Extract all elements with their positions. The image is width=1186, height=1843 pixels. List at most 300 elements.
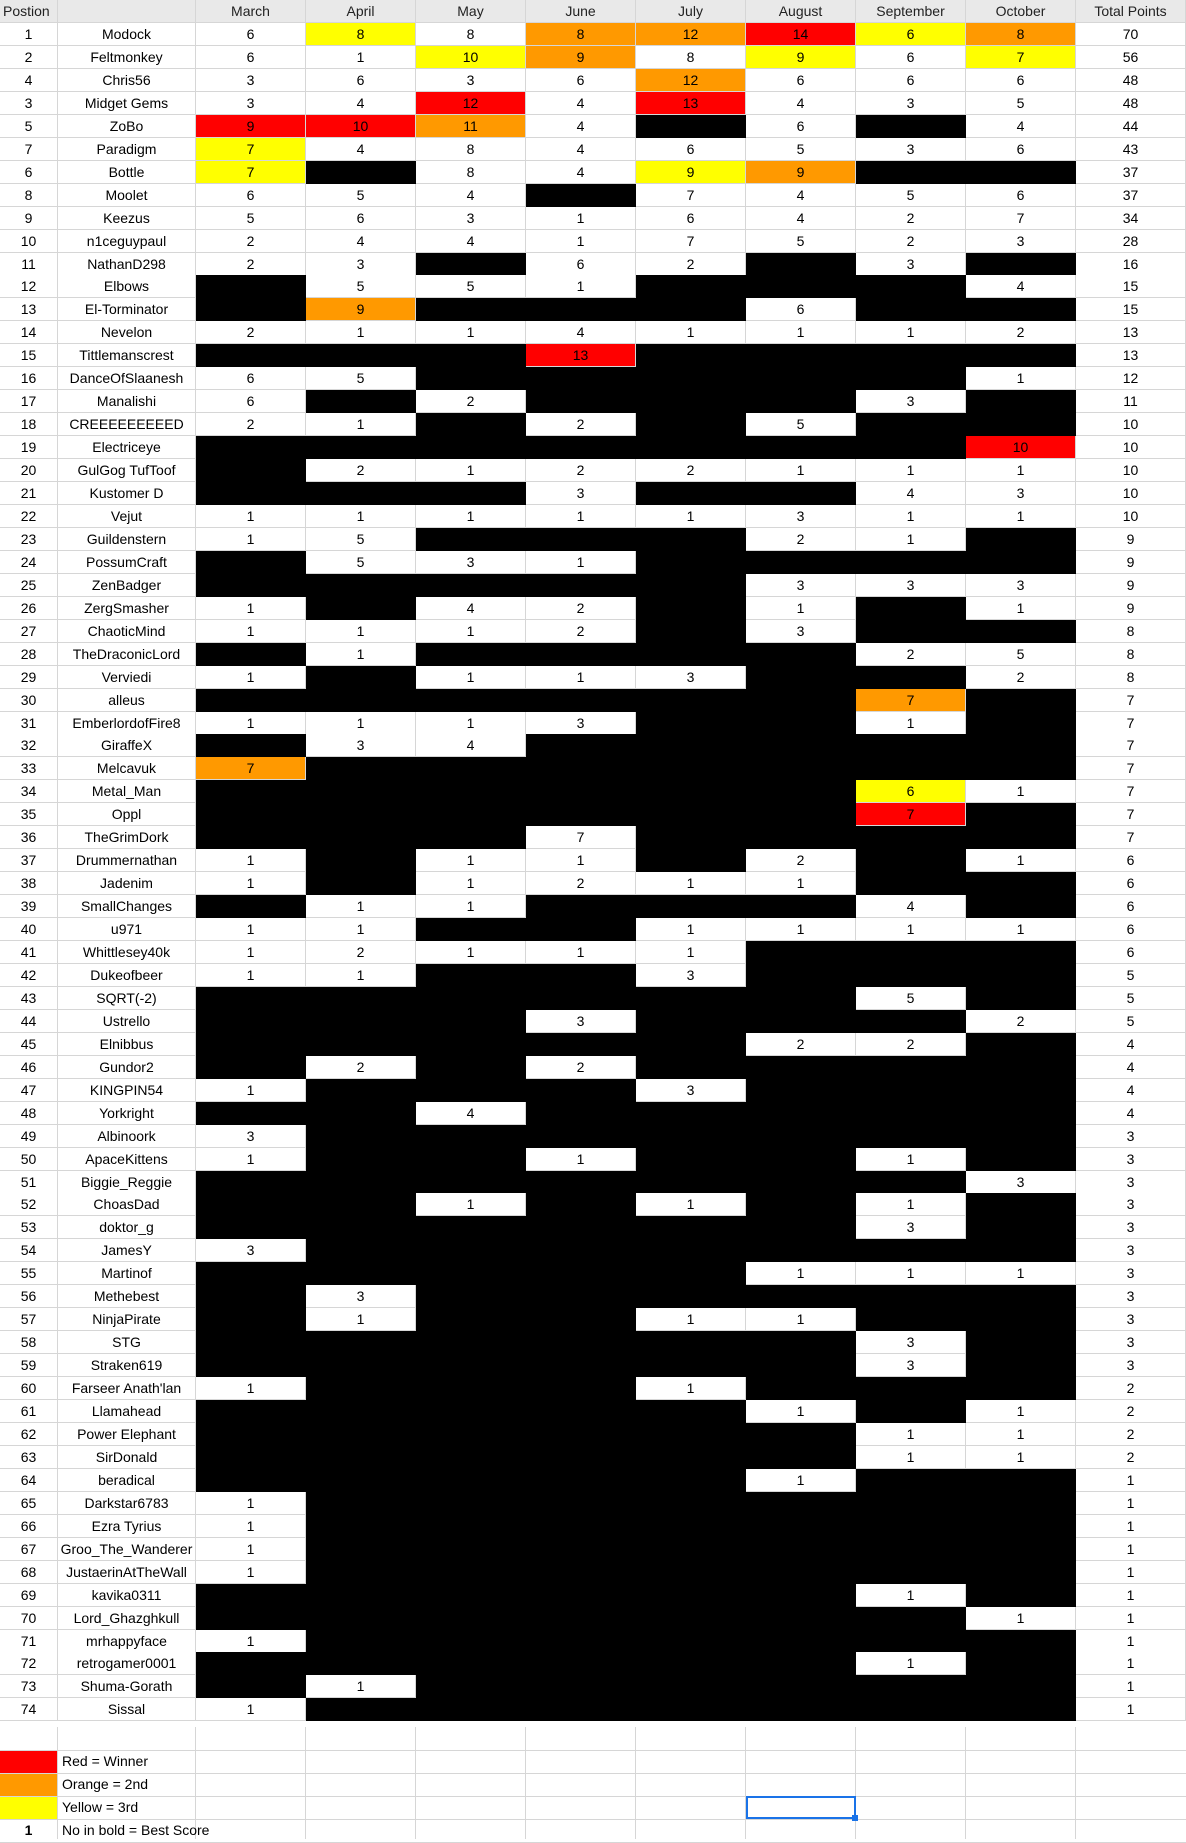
september-score-cell[interactable] (856, 1630, 966, 1653)
september-score-cell[interactable] (856, 413, 966, 436)
may-score-cell[interactable]: 1 (416, 849, 526, 872)
april-score-cell[interactable] (306, 1377, 416, 1400)
may-score-cell[interactable] (416, 1400, 526, 1423)
position-cell[interactable]: 71 (0, 1630, 58, 1653)
september-score-cell[interactable] (856, 344, 966, 367)
march-score-cell[interactable]: 1 (196, 1079, 306, 1102)
header-may[interactable]: May (416, 0, 526, 23)
april-score-cell[interactable]: 3 (306, 734, 416, 757)
september-score-cell[interactable]: 3 (856, 1354, 966, 1377)
position-cell[interactable]: 35 (0, 803, 58, 826)
may-score-cell[interactable] (416, 1561, 526, 1584)
position-cell[interactable]: 19 (0, 436, 58, 459)
total-points-cell[interactable]: 4 (1076, 1033, 1186, 1056)
september-score-cell[interactable]: 3 (856, 574, 966, 597)
total-points-cell[interactable]: 16 (1076, 253, 1186, 276)
july-score-cell[interactable] (636, 1698, 746, 1721)
march-score-cell[interactable] (196, 1216, 306, 1239)
april-score-cell[interactable]: 1 (306, 895, 416, 918)
total-points-cell[interactable]: 1 (1076, 1584, 1186, 1607)
july-score-cell[interactable] (636, 734, 746, 757)
june-score-cell[interactable]: 2 (526, 620, 636, 643)
player-name-cell[interactable]: ApaceKittens (58, 1148, 196, 1171)
may-score-cell[interactable]: 3 (416, 551, 526, 574)
march-score-cell[interactable]: 1 (196, 712, 306, 735)
september-score-cell[interactable]: 3 (856, 138, 966, 161)
august-score-cell[interactable] (746, 1607, 856, 1630)
total-points-cell[interactable]: 5 (1076, 987, 1186, 1010)
june-score-cell[interactable] (526, 1469, 636, 1492)
march-score-cell[interactable] (196, 1446, 306, 1469)
total-points-cell[interactable]: 6 (1076, 895, 1186, 918)
september-score-cell[interactable]: 2 (856, 1033, 966, 1056)
may-score-cell[interactable]: 8 (416, 23, 526, 46)
march-score-cell[interactable] (196, 344, 306, 367)
april-score-cell[interactable] (306, 1561, 416, 1584)
april-score-cell[interactable] (306, 849, 416, 872)
june-score-cell[interactable] (526, 1331, 636, 1354)
header-player[interactable] (58, 0, 196, 23)
september-score-cell[interactable]: 1 (856, 1584, 966, 1607)
august-score-cell[interactable] (746, 941, 856, 964)
header-october[interactable]: October (966, 0, 1076, 23)
june-score-cell[interactable] (526, 1446, 636, 1469)
april-score-cell[interactable]: 1 (306, 918, 416, 941)
may-score-cell[interactable]: 8 (416, 161, 526, 184)
october-score-cell[interactable]: 1 (966, 849, 1076, 872)
total-points-cell[interactable]: 1 (1076, 1469, 1186, 1492)
june-score-cell[interactable] (526, 1033, 636, 1056)
position-cell[interactable]: 65 (0, 1492, 58, 1515)
may-score-cell[interactable] (416, 1492, 526, 1515)
total-points-cell[interactable]: 2 (1076, 1377, 1186, 1400)
september-score-cell[interactable] (856, 666, 966, 689)
march-score-cell[interactable]: 1 (196, 1515, 306, 1538)
august-score-cell[interactable] (746, 1125, 856, 1148)
june-score-cell[interactable]: 2 (526, 459, 636, 482)
may-score-cell[interactable] (416, 1125, 526, 1148)
july-score-cell[interactable]: 3 (636, 666, 746, 689)
may-score-cell[interactable] (416, 1515, 526, 1538)
october-score-cell[interactable]: 5 (966, 92, 1076, 115)
september-score-cell[interactable] (856, 1102, 966, 1125)
august-score-cell[interactable]: 5 (746, 230, 856, 253)
total-points-cell[interactable]: 13 (1076, 321, 1186, 344)
total-points-cell[interactable]: 3 (1076, 1171, 1186, 1194)
june-score-cell[interactable]: 2 (526, 872, 636, 895)
position-cell[interactable]: 9 (0, 207, 58, 230)
position-cell[interactable]: 51 (0, 1171, 58, 1194)
june-score-cell[interactable] (526, 757, 636, 780)
may-score-cell[interactable] (416, 757, 526, 780)
october-score-cell[interactable]: 1 (966, 918, 1076, 941)
august-score-cell[interactable] (746, 826, 856, 849)
april-score-cell[interactable]: 2 (306, 459, 416, 482)
april-score-cell[interactable] (306, 1400, 416, 1423)
september-score-cell[interactable]: 5 (856, 184, 966, 207)
march-score-cell[interactable] (196, 1033, 306, 1056)
total-points-cell[interactable]: 7 (1076, 689, 1186, 712)
june-score-cell[interactable] (526, 528, 636, 551)
october-score-cell[interactable] (966, 413, 1076, 436)
march-score-cell[interactable] (196, 643, 306, 666)
september-score-cell[interactable] (856, 849, 966, 872)
october-score-cell[interactable] (966, 1698, 1076, 1721)
april-score-cell[interactable] (306, 1446, 416, 1469)
position-cell[interactable]: 10 (0, 230, 58, 253)
player-name-cell[interactable]: ChaoticMind (58, 620, 196, 643)
july-score-cell[interactable] (636, 895, 746, 918)
april-score-cell[interactable]: 2 (306, 1056, 416, 1079)
total-points-cell[interactable]: 10 (1076, 505, 1186, 528)
october-score-cell[interactable] (966, 1056, 1076, 1079)
march-score-cell[interactable] (196, 459, 306, 482)
position-cell[interactable]: 15 (0, 344, 58, 367)
september-score-cell[interactable] (856, 1308, 966, 1331)
march-score-cell[interactable]: 1 (196, 941, 306, 964)
june-score-cell[interactable]: 7 (526, 826, 636, 849)
july-score-cell[interactable]: 7 (636, 184, 746, 207)
may-score-cell[interactable]: 1 (416, 712, 526, 735)
player-name-cell[interactable]: doktor_g (58, 1216, 196, 1239)
total-points-cell[interactable]: 1 (1076, 1561, 1186, 1584)
march-score-cell[interactable]: 2 (196, 413, 306, 436)
march-score-cell[interactable] (196, 574, 306, 597)
october-score-cell[interactable] (966, 1584, 1076, 1607)
player-name-cell[interactable]: Albinoork (58, 1125, 196, 1148)
may-score-cell[interactable]: 4 (416, 230, 526, 253)
march-score-cell[interactable] (196, 1584, 306, 1607)
october-score-cell[interactable]: 4 (966, 115, 1076, 138)
july-score-cell[interactable] (636, 1675, 746, 1698)
october-score-cell[interactable]: 3 (966, 230, 1076, 253)
september-score-cell[interactable]: 1 (856, 528, 966, 551)
may-score-cell[interactable]: 2 (416, 390, 526, 413)
position-cell[interactable]: 69 (0, 1584, 58, 1607)
april-score-cell[interactable]: 1 (306, 1308, 416, 1331)
april-score-cell[interactable]: 1 (306, 321, 416, 344)
august-score-cell[interactable] (746, 1079, 856, 1102)
player-name-cell[interactable]: Metal_Man (58, 780, 196, 803)
september-score-cell[interactable] (856, 367, 966, 390)
total-points-cell[interactable]: 7 (1076, 826, 1186, 849)
september-score-cell[interactable] (856, 1492, 966, 1515)
position-cell[interactable]: 28 (0, 643, 58, 666)
march-score-cell[interactable] (196, 780, 306, 803)
april-score-cell[interactable]: 5 (306, 367, 416, 390)
june-score-cell[interactable] (526, 1171, 636, 1194)
april-score-cell[interactable] (306, 803, 416, 826)
september-score-cell[interactable] (856, 1056, 966, 1079)
may-score-cell[interactable]: 4 (416, 734, 526, 757)
october-score-cell[interactable] (966, 344, 1076, 367)
total-points-cell[interactable]: 7 (1076, 712, 1186, 735)
september-score-cell[interactable]: 1 (856, 918, 966, 941)
august-score-cell[interactable]: 1 (746, 1469, 856, 1492)
july-score-cell[interactable] (636, 712, 746, 735)
may-score-cell[interactable] (416, 1079, 526, 1102)
june-score-cell[interactable]: 1 (526, 666, 636, 689)
september-score-cell[interactable]: 6 (856, 46, 966, 69)
october-score-cell[interactable]: 3 (966, 482, 1076, 505)
august-score-cell[interactable]: 9 (746, 161, 856, 184)
total-points-cell[interactable]: 6 (1076, 872, 1186, 895)
october-score-cell[interactable]: 10 (966, 436, 1076, 459)
position-cell[interactable]: 57 (0, 1308, 58, 1331)
june-score-cell[interactable] (526, 1079, 636, 1102)
total-points-cell[interactable]: 1 (1076, 1538, 1186, 1561)
position-cell[interactable]: 58 (0, 1331, 58, 1354)
june-score-cell[interactable] (526, 184, 636, 207)
march-score-cell[interactable]: 6 (196, 46, 306, 69)
player-name-cell[interactable]: STG (58, 1331, 196, 1354)
april-score-cell[interactable]: 8 (306, 23, 416, 46)
september-score-cell[interactable]: 4 (856, 482, 966, 505)
player-name-cell[interactable]: mrhappyface (58, 1630, 196, 1653)
september-score-cell[interactable]: 1 (856, 1446, 966, 1469)
october-score-cell[interactable] (966, 1331, 1076, 1354)
june-score-cell[interactable]: 1 (526, 1148, 636, 1171)
august-score-cell[interactable] (746, 1193, 856, 1216)
july-score-cell[interactable] (636, 1538, 746, 1561)
april-score-cell[interactable] (306, 757, 416, 780)
march-score-cell[interactable]: 1 (196, 1538, 306, 1561)
september-score-cell[interactable]: 3 (856, 92, 966, 115)
april-score-cell[interactable]: 1 (306, 1675, 416, 1698)
may-score-cell[interactable] (416, 413, 526, 436)
june-score-cell[interactable] (526, 298, 636, 321)
march-score-cell[interactable] (196, 1423, 306, 1446)
position-cell[interactable]: 42 (0, 964, 58, 987)
july-score-cell[interactable] (636, 275, 746, 298)
march-score-cell[interactable]: 1 (196, 528, 306, 551)
june-score-cell[interactable] (526, 1584, 636, 1607)
total-points-cell[interactable]: 56 (1076, 46, 1186, 69)
april-score-cell[interactable]: 1 (306, 505, 416, 528)
august-score-cell[interactable] (746, 1102, 856, 1125)
april-score-cell[interactable]: 6 (306, 207, 416, 230)
march-score-cell[interactable] (196, 1469, 306, 1492)
player-name-cell[interactable]: PossumCraft (58, 551, 196, 574)
march-score-cell[interactable] (196, 987, 306, 1010)
june-score-cell[interactable]: 1 (526, 230, 636, 253)
june-score-cell[interactable]: 3 (526, 482, 636, 505)
july-score-cell[interactable] (636, 367, 746, 390)
player-name-cell[interactable]: SmallChanges (58, 895, 196, 918)
october-score-cell[interactable]: 7 (966, 207, 1076, 230)
total-points-cell[interactable]: 10 (1076, 436, 1186, 459)
may-score-cell[interactable]: 10 (416, 46, 526, 69)
position-cell[interactable]: 11 (0, 253, 58, 276)
june-score-cell[interactable]: 6 (526, 69, 636, 92)
july-score-cell[interactable] (636, 1469, 746, 1492)
may-score-cell[interactable] (416, 1675, 526, 1698)
may-score-cell[interactable] (416, 1584, 526, 1607)
august-score-cell[interactable] (746, 734, 856, 757)
july-score-cell[interactable] (636, 1125, 746, 1148)
header-total-points[interactable]: Total Points (1076, 0, 1186, 23)
player-name-cell[interactable]: Whittlesey40k (58, 941, 196, 964)
september-score-cell[interactable] (856, 872, 966, 895)
total-points-cell[interactable]: 10 (1076, 482, 1186, 505)
player-name-cell[interactable]: Gundor2 (58, 1056, 196, 1079)
august-score-cell[interactable]: 1 (746, 597, 856, 620)
july-score-cell[interactable] (636, 528, 746, 551)
august-score-cell[interactable]: 6 (746, 69, 856, 92)
march-score-cell[interactable]: 1 (196, 964, 306, 987)
august-score-cell[interactable] (746, 1515, 856, 1538)
october-score-cell[interactable] (966, 1492, 1076, 1515)
player-name-cell[interactable]: Lord_Ghazghkull (58, 1607, 196, 1630)
may-score-cell[interactable] (416, 1423, 526, 1446)
september-score-cell[interactable] (856, 115, 966, 138)
player-name-cell[interactable]: Shuma-Gorath (58, 1675, 196, 1698)
player-name-cell[interactable]: GiraffeX (58, 734, 196, 757)
june-score-cell[interactable]: 1 (526, 551, 636, 574)
march-score-cell[interactable] (196, 826, 306, 849)
total-points-cell[interactable]: 9 (1076, 597, 1186, 620)
june-score-cell[interactable] (526, 689, 636, 712)
august-score-cell[interactable] (746, 780, 856, 803)
player-name-cell[interactable]: SQRT(-2) (58, 987, 196, 1010)
october-score-cell[interactable] (966, 1216, 1076, 1239)
may-score-cell[interactable] (416, 964, 526, 987)
april-score-cell[interactable]: 1 (306, 413, 416, 436)
october-score-cell[interactable] (966, 161, 1076, 184)
september-score-cell[interactable] (856, 1079, 966, 1102)
october-score-cell[interactable]: 6 (966, 138, 1076, 161)
september-score-cell[interactable]: 3 (856, 1331, 966, 1354)
june-score-cell[interactable] (526, 436, 636, 459)
october-score-cell[interactable] (966, 528, 1076, 551)
march-score-cell[interactable]: 2 (196, 321, 306, 344)
march-score-cell[interactable]: 1 (196, 849, 306, 872)
position-cell[interactable]: 21 (0, 482, 58, 505)
october-score-cell[interactable] (966, 987, 1076, 1010)
total-points-cell[interactable]: 70 (1076, 23, 1186, 46)
position-cell[interactable]: 18 (0, 413, 58, 436)
player-name-cell[interactable]: Modock (58, 23, 196, 46)
july-score-cell[interactable]: 1 (636, 1377, 746, 1400)
march-score-cell[interactable]: 1 (196, 505, 306, 528)
may-score-cell[interactable] (416, 1033, 526, 1056)
total-points-cell[interactable]: 3 (1076, 1239, 1186, 1262)
august-score-cell[interactable]: 2 (746, 528, 856, 551)
june-score-cell[interactable] (526, 1400, 636, 1423)
july-score-cell[interactable] (636, 1285, 746, 1308)
july-score-cell[interactable] (636, 390, 746, 413)
player-name-cell[interactable]: Ustrello (58, 1010, 196, 1033)
october-score-cell[interactable]: 7 (966, 46, 1076, 69)
september-score-cell[interactable] (856, 620, 966, 643)
august-score-cell[interactable]: 6 (746, 298, 856, 321)
april-score-cell[interactable] (306, 872, 416, 895)
position-cell[interactable]: 73 (0, 1675, 58, 1698)
july-score-cell[interactable] (636, 551, 746, 574)
march-score-cell[interactable]: 6 (196, 23, 306, 46)
july-score-cell[interactable]: 7 (636, 230, 746, 253)
april-score-cell[interactable] (306, 1492, 416, 1515)
october-score-cell[interactable]: 5 (966, 643, 1076, 666)
april-score-cell[interactable] (306, 390, 416, 413)
september-score-cell[interactable] (856, 1171, 966, 1194)
october-score-cell[interactable] (966, 620, 1076, 643)
april-score-cell[interactable]: 9 (306, 298, 416, 321)
may-score-cell[interactable]: 1 (416, 620, 526, 643)
total-points-cell[interactable]: 48 (1076, 69, 1186, 92)
october-score-cell[interactable] (966, 1652, 1076, 1675)
july-score-cell[interactable]: 3 (636, 1079, 746, 1102)
september-score-cell[interactable]: 6 (856, 23, 966, 46)
september-score-cell[interactable]: 1 (856, 1652, 966, 1675)
may-score-cell[interactable]: 4 (416, 597, 526, 620)
september-score-cell[interactable]: 1 (856, 1423, 966, 1446)
may-score-cell[interactable] (416, 643, 526, 666)
september-score-cell[interactable] (856, 1698, 966, 1721)
total-points-cell[interactable]: 5 (1076, 964, 1186, 987)
october-score-cell[interactable]: 1 (966, 1400, 1076, 1423)
august-score-cell[interactable] (746, 757, 856, 780)
july-score-cell[interactable]: 1 (636, 321, 746, 344)
october-score-cell[interactable] (966, 1630, 1076, 1653)
april-score-cell[interactable] (306, 987, 416, 1010)
march-score-cell[interactable]: 3 (196, 69, 306, 92)
october-score-cell[interactable]: 2 (966, 666, 1076, 689)
september-score-cell[interactable] (856, 1010, 966, 1033)
march-score-cell[interactable]: 7 (196, 757, 306, 780)
march-score-cell[interactable]: 3 (196, 1239, 306, 1262)
may-score-cell[interactable] (416, 780, 526, 803)
september-score-cell[interactable]: 6 (856, 69, 966, 92)
july-score-cell[interactable] (636, 1515, 746, 1538)
june-score-cell[interactable] (526, 918, 636, 941)
may-score-cell[interactable] (416, 826, 526, 849)
october-score-cell[interactable] (966, 895, 1076, 918)
total-points-cell[interactable]: 12 (1076, 367, 1186, 390)
may-score-cell[interactable] (416, 1216, 526, 1239)
player-name-cell[interactable]: kavika0311 (58, 1584, 196, 1607)
august-score-cell[interactable]: 6 (746, 115, 856, 138)
october-score-cell[interactable] (966, 1125, 1076, 1148)
september-score-cell[interactable]: 4 (856, 895, 966, 918)
position-cell[interactable]: 50 (0, 1148, 58, 1171)
player-name-cell[interactable]: Tittlemanscrest (58, 344, 196, 367)
position-cell[interactable]: 44 (0, 1010, 58, 1033)
may-score-cell[interactable] (416, 1607, 526, 1630)
player-name-cell[interactable]: CREEEEEEEEED (58, 413, 196, 436)
march-score-cell[interactable]: 2 (196, 230, 306, 253)
september-score-cell[interactable]: 5 (856, 987, 966, 1010)
september-score-cell[interactable] (856, 1285, 966, 1308)
april-score-cell[interactable]: 2 (306, 941, 416, 964)
october-score-cell[interactable] (966, 941, 1076, 964)
may-score-cell[interactable] (416, 1331, 526, 1354)
june-score-cell[interactable]: 8 (526, 23, 636, 46)
april-score-cell[interactable] (306, 482, 416, 505)
march-score-cell[interactable] (196, 551, 306, 574)
september-score-cell[interactable] (856, 1400, 966, 1423)
july-score-cell[interactable] (636, 1584, 746, 1607)
total-points-cell[interactable]: 3 (1076, 1262, 1186, 1285)
player-name-cell[interactable]: Power Elephant (58, 1423, 196, 1446)
june-score-cell[interactable]: 1 (526, 941, 636, 964)
september-score-cell[interactable] (856, 826, 966, 849)
october-score-cell[interactable]: 3 (966, 574, 1076, 597)
march-score-cell[interactable] (196, 1652, 306, 1675)
position-cell[interactable]: 40 (0, 918, 58, 941)
march-score-cell[interactable]: 1 (196, 918, 306, 941)
may-score-cell[interactable] (416, 1308, 526, 1331)
